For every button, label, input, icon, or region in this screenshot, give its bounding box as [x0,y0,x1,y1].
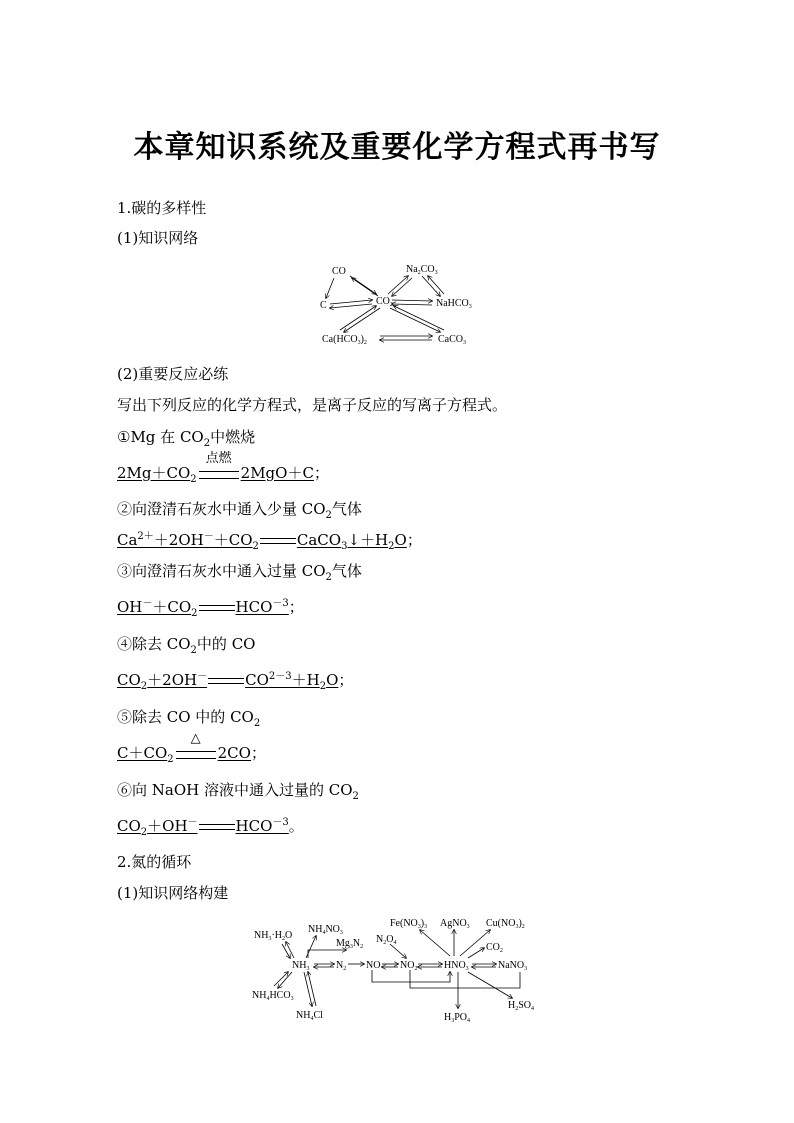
nitrogen-network-diagram [250,912,550,1027]
node-agno3: AgNO$_3$ [440,918,470,930]
reaction-6-label: ⑥向 NaOH 溶液中通入过量的 $CO_2$ [117,781,359,802]
instruction-text: 写出下列反应的化学方程式，是离子反应的写离子方程式。 [117,396,508,414]
node-h3po4: $H_3PO_4$ [444,1012,471,1024]
node-nahco3: NaHCO$_3$ [436,298,472,310]
reaction-6-equation: $CO_2+OH^-$ $HCO^{-3}$。 [117,817,304,838]
section-heading-nitrogen: 2.氮的循环 [117,853,192,871]
node-no: NO [366,960,381,971]
node-h2so4: $H_2SO_4$ [508,1000,535,1012]
section-heading-carbon: 1.碳的多样性 [117,199,207,217]
node-hno3: $HNO_3$ [444,960,469,972]
subheading-network-building: (1)知识网络构建 [117,884,229,902]
node-cahco3: $Ca(HCO_3)_2$ [322,334,367,346]
node-nh4hco3: $NH_4HCO_3$ [252,990,294,1002]
node-nh3h2o: $NH_3\cdot H_2O$ [254,930,293,942]
node-caco3: CaCO$_3$ [438,334,466,346]
reaction-4-equation: $CO_2+2OH^-$ $CO^{2-3}+H_2O$； [117,671,354,692]
node-nh3: $NH_3$ [292,960,310,972]
node-nh4cl: $NH_4Cl$ [296,1010,323,1022]
reaction-4-label: ④除去 $CO_2$中的 CO [117,635,256,656]
page-title: 本章知识系统及重要化学方程式再书写 [133,130,661,165]
reaction-3-label: ③向澄清石灰水中通入过量 $CO_2$气体 [117,562,362,583]
node-n2o4: $N_2O_4$ [376,934,397,946]
node-feno3: $Fe(NO_3)_3$ [390,918,428,930]
node-nano3: NaNO$_3$ [498,960,528,972]
node-mg3n2: $Mg_3N_2$ [336,938,364,950]
reaction-3-equation: $OH^-+CO_2$ $HCO^{-3}$； [117,598,304,619]
reaction-2-label: ②向澄清石灰水中通入少量 $CO_2$气体 [117,500,362,521]
node-co2-n: $CO_2$ [486,942,503,954]
reaction-1-label: ①Mg 在 $CO_2$中燃烧 [117,428,256,449]
node-co2: $CO_2$ [376,296,393,308]
reaction-5-equation: $C+CO_2$ △ 2CO； [117,731,266,765]
carbon-network-diagram [310,258,490,350]
node-nh4no3: $NH_4NO_3$ [308,924,343,936]
subheading-knowledge-network: (1)知识网络 [117,229,199,247]
reaction-1-equation: $2Mg+CO_2$ 点燃 2MgO＋C； [117,451,329,485]
node-co: CO [332,266,346,277]
reaction-5-label: ⑤除去 CO 中的 $CO_2$ [117,708,261,729]
node-c: C [320,300,327,311]
subheading-reactions: (2)重要反应必练 [117,365,229,383]
node-na2co3: $Na_2CO_3$ [406,264,438,276]
node-no2: $NO_2$ [400,960,418,972]
node-cuno3: $Cu(NO_3)_2$ [486,918,525,930]
node-n2: $N_2$ [336,960,347,972]
reaction-2-equation: $Ca^{2+}+2OH^-+CO_2$ $CaCO_3↓+H_2O$； [117,531,422,552]
